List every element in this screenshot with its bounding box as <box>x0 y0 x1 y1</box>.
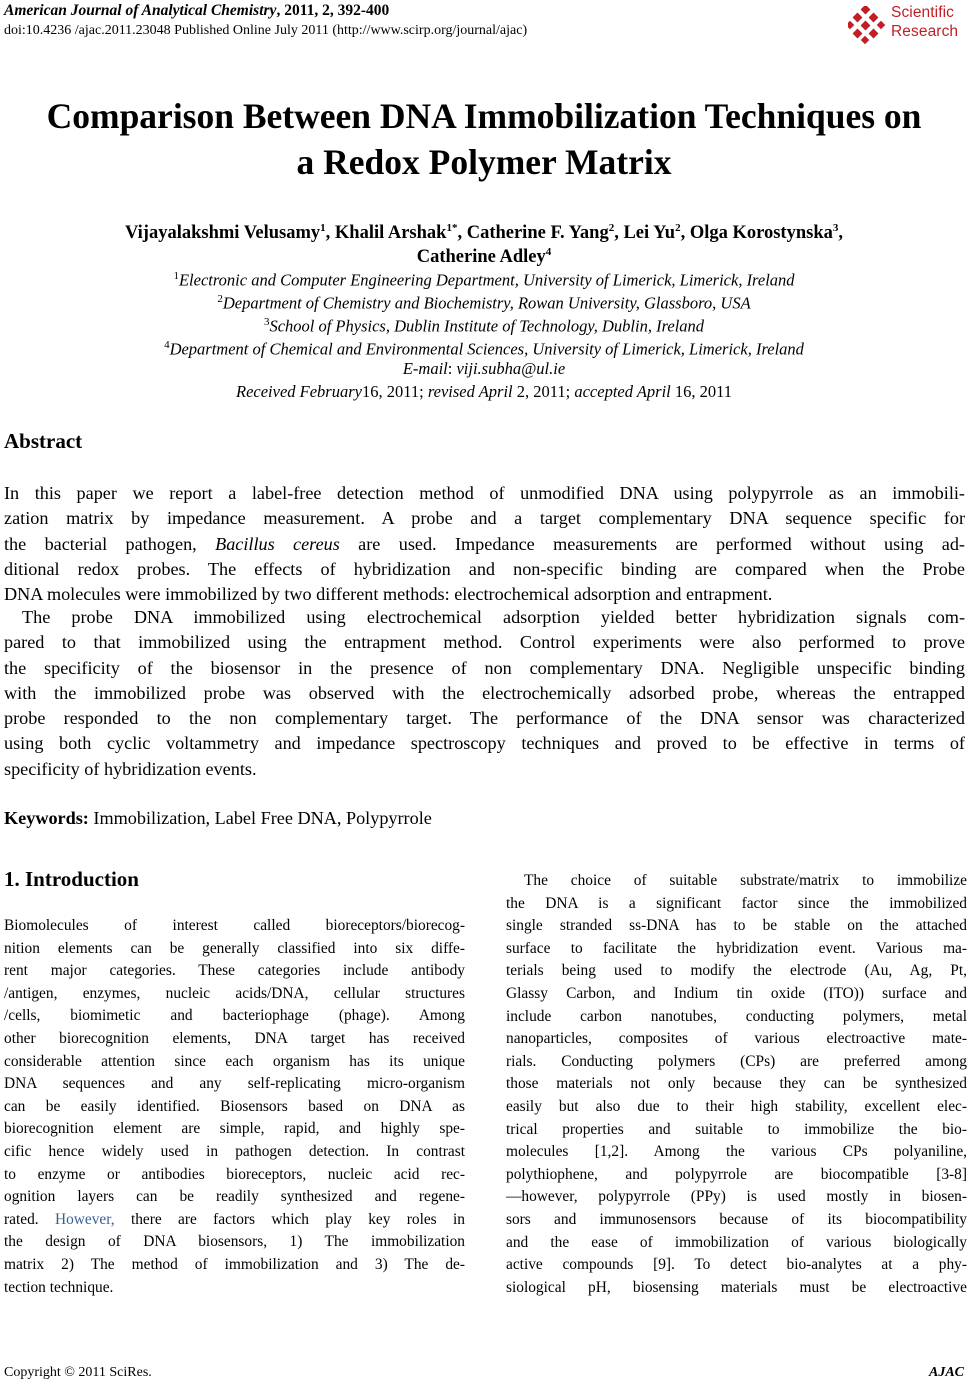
text-line: specificity of hybridization events. <box>4 758 257 779</box>
email-colon: : <box>447 359 457 378</box>
text-line: and the ease of immobilization of various biologically <box>506 1233 967 1251</box>
text-span: there are factors which play key roles in <box>114 1210 465 1228</box>
journal-volume: , 2011, 2, 392-400 <box>276 2 390 19</box>
scientific-research-logo-icon <box>848 6 888 44</box>
logo-text-line2: Research <box>891 23 959 40</box>
author-name: Khalil Arshak <box>334 223 447 244</box>
text-line: The probe DNA immobilized using electrochemical adsorption yielded better hybridization signals com- <box>22 607 965 627</box>
author-name: Lei Yu <box>623 223 676 244</box>
paper-title-line1: Comparison Between DNA Immobilization Techniques on <box>46 96 922 136</box>
text-line: surface to facilitate the hybridization event. Various ma- <box>506 939 967 957</box>
text-line: include carbon nanotubes, conducting polymers, metal <box>506 1007 967 1025</box>
text-line: biorecognition element are simple, rapid, and highly spe- <box>4 1120 465 1138</box>
abstract-paragraph-2 <box>4 605 965 782</box>
text-line: DNA sequences and any self-replicating micro-organism <box>4 1075 465 1093</box>
intro-left-column <box>4 915 465 1299</box>
text-line: molecules [1,2]. Among the various CPs polyaniline, <box>506 1143 967 1161</box>
author-separator: , <box>680 223 690 244</box>
text-line: zation matrix by impedance measurement. A probe and a target complementary DNA sequence specific for <box>4 508 965 529</box>
paper-title-line2: a Redox Polymer Matrix <box>296 142 672 182</box>
publisher-logo <box>848 4 968 44</box>
text-line: considerable attention since each organism has its unique <box>4 1052 465 1070</box>
text-line: the DNA is a significant factor since the immobilized <box>506 894 967 912</box>
text-line: ditional redox probes. The effects of hybridization and non-specific binding are compared when the Probe <box>4 558 965 579</box>
affiliation-text: Electronic and Computer Engineering Department, University of Limerick, Limerick, Ireland <box>178 270 795 290</box>
introduction-heading: 1. Introduction <box>4 867 139 891</box>
text-line: trical properties and suitable to immobilize the bio- <box>506 1120 967 1138</box>
footer-journal-abbrev: AJAC <box>928 1365 964 1380</box>
highlighted-word: However, <box>54 1210 115 1228</box>
abstract-paragraph-1 <box>4 481 965 607</box>
received-date: 16, 2011; <box>361 382 428 401</box>
text-line: those materials not only because they can be synthesized <box>506 1075 967 1093</box>
text-line: Biomolecules of interest called bioreceptors/biorecog- <box>4 917 465 934</box>
journal-header <box>4 2 389 20</box>
text-line: sors and immunosensors because of its biocompatibility <box>506 1210 967 1228</box>
affiliation-mark: 1 <box>173 270 179 282</box>
author-name: Vijayalakshmi Velusamy <box>124 223 321 244</box>
text-line: using both cyclic voltammetry and impedance spectroscopy techniques and proved to be effective in terms of <box>4 733 965 754</box>
email-line <box>0 357 968 380</box>
text-line: /antigen, enzymes, nucleic acids/DNA, cellular structures <box>4 984 465 1002</box>
text-line: In this paper we report a label-free detection method of unmodified DNA using polypyrrole as an immobili- <box>4 483 965 503</box>
author-separator: , <box>457 223 467 244</box>
author-list-line1: Vijayalakshmi Velusamy$^1$, Khalil Arshak$^{1*}$, Catherine F. Yang$^2$, Lei Yu$^2$, Olga Korostynska$^3$, <box>124 222 843 244</box>
received-label: Received February <box>236 382 362 401</box>
text-line: The choice of suitable substrate/matrix to immobilize <box>524 872 967 889</box>
text-line: nanoparticles, composites of various electroactive mate- <box>506 1030 967 1048</box>
affiliation-mark: 2 <box>217 293 223 305</box>
text-line: polythiophene, and polypyrrole are biocompatible [3-8] <box>506 1165 967 1183</box>
text-line: nition elements can be generally classified into six diffe- <box>4 939 465 957</box>
text-line: —however, polypyrrole (PPy) is used mostly in biosen- <box>506 1188 967 1206</box>
text-span: the bacterial pathogen, <box>4 533 216 554</box>
author-name: Catherine Adley <box>416 247 546 268</box>
text-line: DNA molecules were immobilized by two different methods: electrochemical adsorption and entrapment. <box>4 584 773 605</box>
text-line: matrix 2) The method of immobilization and 3) The de- <box>4 1255 465 1273</box>
author-affiliation-mark: 1* <box>446 222 458 234</box>
logo-text-line1: Scientific <box>891 4 955 21</box>
affiliation-text: Department of Chemistry and Biochemistry, Rowan University, Glassboro, USA <box>222 293 751 313</box>
keywords-text: Immobilization, Label Free DNA, Polypyrrole <box>88 808 432 828</box>
revised-date: 2, 2011; <box>512 382 575 401</box>
received-dates <box>0 380 968 403</box>
text-line: the design of DNA biosensors, 1) The immobilization <box>4 1233 465 1251</box>
text-span: rated. <box>4 1210 55 1228</box>
text-line: cific hence widely used in pathogen detection. In contrast <box>4 1142 465 1160</box>
text-line <box>4 532 965 557</box>
text-line: Glassy Carbon, and Indium tin oxide (ITO)) surface and <box>506 984 967 1002</box>
species-name: Bacillus cereus <box>215 533 340 554</box>
abstract-heading: Abstract <box>4 429 83 453</box>
keywords <box>4 808 432 829</box>
doi-line: doi:10.4236 /ajac.2011.23048 Published Online July 2011 (http://www.scirp.org/journal/ajac) <box>4 23 528 38</box>
text-line: can be easily identified. Biosensors based on DNA as <box>4 1097 465 1115</box>
footer-copyright: Copyright © 2011 SciRes. <box>4 1365 152 1380</box>
author-name: Olga Korostynska <box>689 223 833 244</box>
text-line: ognition layers can be readily synthesized and regene- <box>4 1188 465 1206</box>
text-line: siological pH, biosensing materials must be electroactive <box>506 1278 967 1296</box>
keywords-label: Keywords: <box>4 808 89 828</box>
text-line: /cells, biomimetic and bacteriophage (phage). Among <box>4 1007 465 1025</box>
text-line <box>4 1209 465 1232</box>
affiliation-mark: 4 <box>164 339 170 351</box>
author-affiliation-mark: 3 <box>832 222 839 234</box>
text-line: tection technique. <box>4 1278 114 1296</box>
text-line: other biorecognition elements, DNA target has received <box>4 1029 465 1047</box>
text-line: with the immobilized probe was observed with the electrochemically adsorbed probe, whereas the entrapped <box>4 682 965 703</box>
text-line: active compounds [9]. To detect bio-analytes at a phy- <box>506 1256 967 1274</box>
author-name: Catherine F. Yang <box>466 223 609 244</box>
author-affiliation-mark: 2 <box>608 222 615 234</box>
author-separator: , <box>614 223 624 244</box>
text-line: probe responded to the non complementary target. The performance of the DNA sensor was characterized <box>4 708 965 729</box>
intro-right-column <box>506 870 967 1299</box>
text-line: easily but also due to their high stability, excellent elec- <box>506 1097 967 1115</box>
author-affiliation-mark: 4 <box>545 246 552 258</box>
text-span: are used. Impedance measurements are performed without using ad- <box>339 533 965 554</box>
text-line: rials. Conducting polymers (CPs) are preferred among <box>506 1052 967 1070</box>
author-affiliation-mark: 2 <box>675 222 681 234</box>
text-line: to enzyme or antibodies bioreceptors, nucleic acid rec- <box>4 1165 465 1183</box>
affiliation-text: Department of Chemical and Environmental Sciences, University of Limerick, Limerick, Ireland <box>169 339 804 359</box>
revised-label: revised April <box>427 382 513 401</box>
email-link[interactable]: viji.subha@ul.ie <box>456 359 566 378</box>
text-line: rent major categories. These categories include antibody <box>4 962 465 980</box>
author-affiliation-mark: 1 <box>320 222 326 234</box>
text-line: the specificity of the biosensor in the presence of non complementary DNA. Negligible unspecific binding <box>4 657 965 678</box>
accepted-date: 16, 2011 <box>670 382 732 401</box>
accepted-label: accepted April <box>574 382 671 401</box>
affiliation-mark: 3 <box>263 316 270 328</box>
text-line: single stranded ss-DNA has to be stable on the attached <box>506 917 967 935</box>
email-label: E-mail <box>402 359 448 378</box>
text-line: terials being used to modify the electrode (Au, Ag, Pt, <box>506 962 967 980</box>
journal-name: American Journal of Analytical Chemistry <box>4 2 277 19</box>
affiliation-text: School of Physics, Dublin Institute of Technology, Dublin, Ireland <box>269 316 705 336</box>
text-line: pared to that immobilized using the entrapment method. Control experiments were also performed to prove <box>4 632 965 653</box>
author-separator: , <box>325 223 335 244</box>
